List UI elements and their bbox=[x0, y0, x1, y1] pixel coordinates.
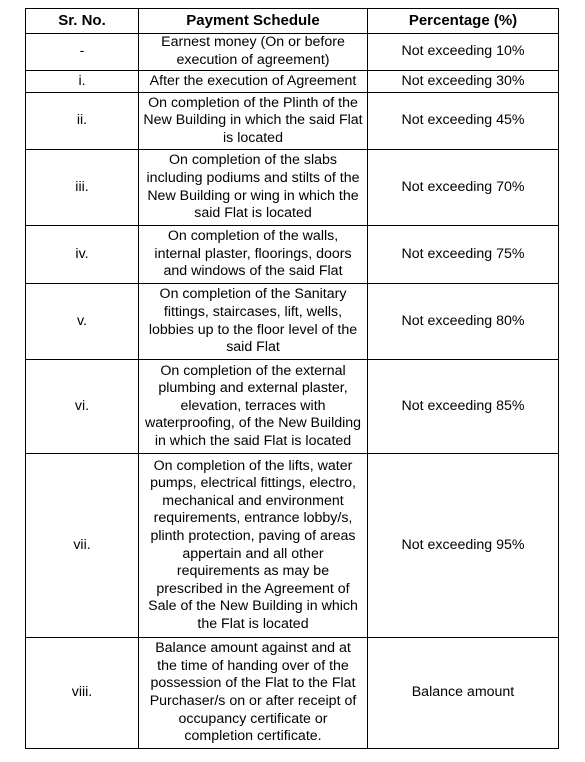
description-text: Earnest money (On or before execution of agreement) bbox=[161, 34, 345, 68]
cell-percentage: Not exceeding 85% bbox=[368, 360, 559, 454]
cell-sr-no: v. bbox=[26, 284, 139, 360]
cell-percentage: Not exceeding 95% bbox=[368, 454, 559, 638]
header-sr-no: Sr. No. bbox=[26, 9, 139, 34]
payment-schedule-table bbox=[25, 8, 559, 749]
table-row bbox=[26, 71, 559, 93]
cell-sr-no: i. bbox=[26, 71, 139, 93]
cell-sr-no: vii. bbox=[26, 454, 139, 638]
table-row bbox=[26, 34, 559, 71]
cell-sr-no: ii. bbox=[26, 93, 139, 150]
description-text: After the execution of Agreement bbox=[149, 72, 357, 89]
cell-percentage: Not exceeding 75% bbox=[368, 226, 559, 284]
table-row bbox=[26, 360, 559, 454]
cell-sr-no: - bbox=[26, 34, 139, 71]
cell-percentage: Not exceeding 70% bbox=[368, 150, 559, 226]
description-text: On completion of the Sanitary fittings, staircases, lift, wells, lobbies up to the floor level of the said Flat bbox=[148, 286, 358, 356]
cell-description bbox=[139, 150, 368, 226]
cell-description bbox=[139, 71, 368, 93]
description-text: On completion of the lifts, water pumps, electrical fittings, electro, mechanical and environment requirements, entrance lobby/s, plinth protection, paving of areas appertain and all other requirements as may be prescribed in the Agreement of Sale of the New Building in which the Flat is located bbox=[148, 457, 358, 632]
table-row bbox=[26, 226, 559, 284]
table-row bbox=[26, 284, 559, 360]
cell-percentage: Not exceeding 45% bbox=[368, 93, 559, 150]
description-text: On completion of the external plumbing and external plaster, elevation, terraces with waterproofing, of the New Building in which the said Flat is located bbox=[144, 362, 362, 449]
table-row bbox=[26, 93, 559, 150]
header-percentage: Percentage (%) bbox=[368, 9, 559, 34]
cell-percentage: Not exceeding 10% bbox=[368, 34, 559, 71]
description-text: On completion of the walls, internal plaster, floorings, doors and windows of the said Flat bbox=[154, 228, 352, 280]
description-text: Balance amount against and at the time of handing over of the possession of the Flat to the Flat Purchaser/s on or after receipt of occupancy certificate or completion certificate. bbox=[149, 640, 357, 745]
table-row bbox=[26, 638, 559, 749]
description-text: On completion of the Plinth of the New Building in which the said Flat is located bbox=[143, 94, 363, 146]
cell-percentage: Not exceeding 80% bbox=[368, 284, 559, 360]
cell-sr-no: iv. bbox=[26, 226, 139, 284]
cell-description bbox=[139, 284, 368, 360]
cell-description bbox=[139, 638, 368, 749]
cell-description bbox=[139, 360, 368, 454]
cell-sr-no: iii. bbox=[26, 150, 139, 226]
cell-sr-no: viii. bbox=[26, 638, 139, 749]
table-row bbox=[26, 454, 559, 638]
table-row bbox=[26, 150, 559, 226]
description-text: On completion of the slabs including podiums and stilts of the New Building or wing in which the said Flat is located bbox=[146, 152, 360, 222]
table-header-row bbox=[26, 9, 559, 34]
cell-sr-no: vi. bbox=[26, 360, 139, 454]
cell-percentage: Balance amount bbox=[368, 638, 559, 749]
cell-description bbox=[139, 226, 368, 284]
cell-description bbox=[139, 454, 368, 638]
cell-description bbox=[139, 34, 368, 71]
cell-percentage: Not exceeding 30% bbox=[368, 71, 559, 93]
cell-description bbox=[139, 93, 368, 150]
header-payment-schedule: Payment Schedule bbox=[139, 9, 368, 34]
